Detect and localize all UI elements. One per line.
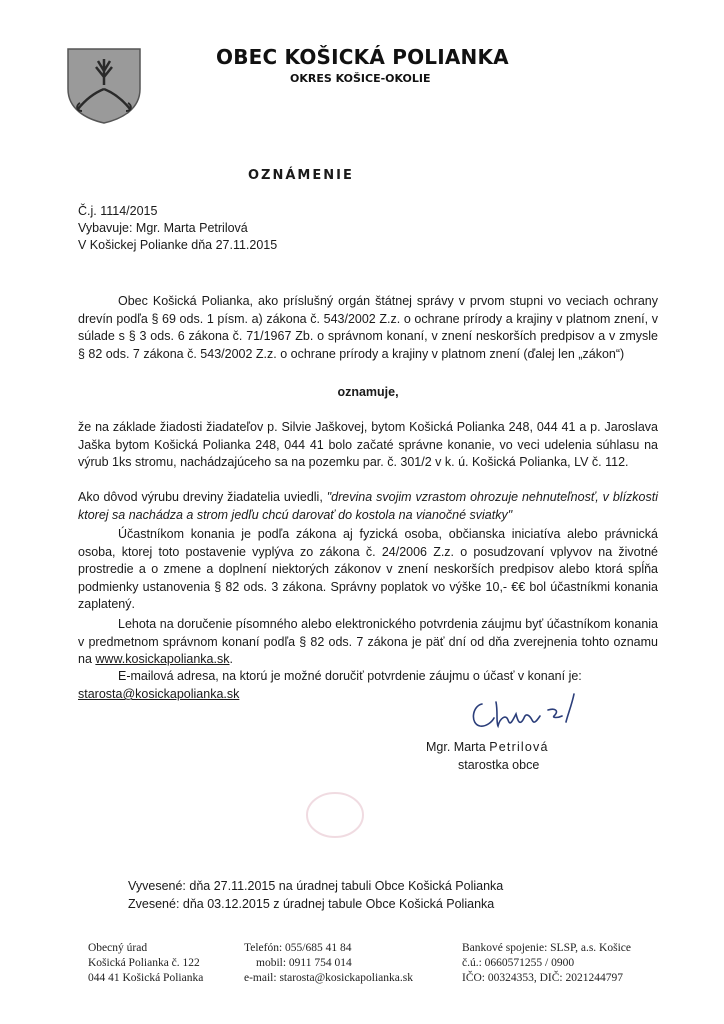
posting-dates [128,877,503,913]
reason-intro: Ako dôvod výrubu dreviny žiadatelia uviedli, [78,490,323,504]
reference-number: Č.j. 1114/2015 [78,204,158,218]
signer-name: Mgr. Marta Petrilová [426,740,549,754]
place-date: V Košickej Polianke dňa 27.11.2015 [78,238,278,252]
removed-date: Zvesené: dňa 03.12.2015 z úradnej tabule Obce Košická Polianka [128,897,495,911]
signer-role: starostka obce [458,758,540,772]
announces-heading: oznamuje, [337,385,399,399]
document-meta [78,203,277,254]
paragraph-deadline [78,616,658,669]
paragraph-request: že na základe žiadosti žiadateľov p. Silvie Jaškovej, bytom Košická Polianka 248, 044 41 a p. Jaroslava Jaška bytom Košická Polianka 248, 044 41 bolo začaté správne konanie, vo veci udelenia súhlasu na výrub 1ks stromu, nachádzajúceho sa na pozemku par. č. 301/2 v k. ú. Košická Polianka, LV č. 112. [78,420,658,469]
footer-contact: Telefón: 055/685 41 84 mobil: 0911 754 014 e-mail: starosta@kosickapolianka.sk [244,942,413,984]
email-text: E-mailová adresa, na ktorú je možné doručiť potvrdenie záujmu o účasť v konaní je: [118,669,582,683]
district-subtitle: OKRES KOŠICE-OKOLIE [290,72,431,85]
handwritten-signature [462,692,582,734]
paragraph-reason [78,489,658,524]
handled-by: Vybavuje: Mgr. Marta Petrilová [78,221,248,235]
municipality-title: OBEC KOŠICKÁ POLIANKA [216,45,509,69]
deadline-end: . [229,652,233,666]
reason-quote: "drevina svojim vzrastom ohrozuje nehnuteľnosť, v blízkosti ktorej sa nachádza a strom jedľu chcú darovať do kostola na vianočné sviatky" [78,490,659,522]
coat-of-arms-icon [64,45,144,125]
official-stamp [305,790,365,840]
signer-block [426,738,549,774]
footer-address: Obecný úrad Košická Polianka č. 122 044 41 Košická Polianka [88,942,204,984]
paragraph-email [78,668,658,686]
footer-bank: Bankové spojenie: SLSP, a.s. Košice č.ú.: 0660571255 / 0900 IČO: 00324353, DIČ: 2021244797 [462,942,631,984]
website-link[interactable]: www.kosickapolianka.sk [95,652,230,666]
paragraph-participants: Účastníkom konania je podľa zákona aj fyzická osoba, občianska iniciatíva alebo právnická osoba, ktorej toto postavenie vyplýva zo zákona č. 24/2006 Z.z. o posudzovaní vplyvov na životné prostredie a o zmene a doplnení niektorých zákonov v znení neskorších predpisov alebo ktorá spĺňa podmienky ustanovenia § 82 ods. 3 zákona. Správny poplatok vo výške 10,- €€ bol účastníkmi konania zaplatený. [78,527,658,611]
document-title: OZNÁMENIE [248,168,354,183]
email-link[interactable]: starosta@kosickapolianka.sk [78,687,240,701]
deadline-text: Lehota na doručenie písomného alebo elektronického potvrdenia záujmu byť účastníkom konania v predmetnom správnom konaní podľa § 82 ods. 7 zákona je päť dní od dňa zverejnenia tohto oznamu na [78,617,658,666]
paragraph-intro: Obec Košická Polianka, ako príslušný orgán štátnej správy v prvom stupni vo veciach ochrany drevín podľa § 69 ods. 1 písm. a) zákona č. 543/2002 Z.z. o ochrane prírody a krajiny v platnom znení, v súlade s § 3 ods. 6 zákona č. 71/1967 Zb. o správnom konaní, v znení neskorších predpisov a v zmysle § 82 ods. 7 zákona č. 543/2002 Z.z. o ochrane prírody a krajiny v platnom znení (ďalej len „zákon“) [78,294,658,361]
posted-date: Vyvesené: dňa 27.11.2015 na úradnej tabuli Obce Košická Polianka [128,879,504,893]
